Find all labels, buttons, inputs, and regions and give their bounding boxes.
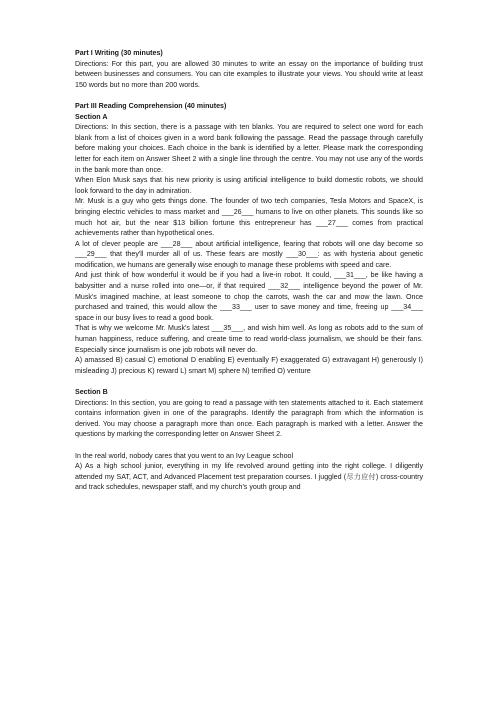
chinese-gloss: 尽力应付 (346, 471, 376, 481)
spacer (75, 440, 423, 451)
passage-title: In the real world, nobody cares that you went to an Ivy League school (75, 451, 294, 460)
passage-paragraph: When Elon Musk says that his new priority is using artificial intelligence to build domestic robots, we should look forward to the day in admiration. (75, 176, 423, 195)
exam-page (75, 48, 423, 493)
section-b-directions: Directions: In this section, you are going to read a passage with ten statements attached to it. Each statement contains information given in one of the paragraphs. Identify the paragraph from which the information is derived. You may choose a paragraph more than once. Each paragraph is marked with a letter. Answer the questions by marking the corresponding letter on Answer Sheet 2. (75, 398, 423, 439)
passage-paragraph: A lot of clever people are ___28___ about artificial intelligence, fearing that robots will one day become so ___29___ that they'll murder all of us. These fears are mostly ___30___: as with hysteria about genetic modification, we humans are generally wise enough to manage these problems with speed and care. (75, 239, 423, 269)
section-a-directions: Directions: In this section, there is a passage with ten blanks. You are required to select one word for each blank from a list of choices given in a word bank following the passage. Read the passage through carefully before making your choices. Each choice in the bank is identified by a letter. Please mark the corresponding letter for each item on Answer Sheet 2 with a single line through the centre. You may not use any of the words in the bank more than once. (75, 123, 423, 174)
part3-heading: Part III Reading Comprehension (40 minutes) (75, 101, 227, 110)
section-a-heading: Section A (75, 112, 108, 121)
part1-heading: Part I Writing (30 minutes) (75, 49, 163, 57)
paragraph-a-text: A) As a high school junior, everything in my life revolved around getting into the right college. I diligently attended my SAT, ACT, and Advanced Placement test preparation courses. I juggled ( (75, 462, 423, 481)
passage-paragraph: And just think of how wonderful it would be if you had a live-in robot. It could, ___31___, be like having a babysitter and a nurse rolled into one—or, if that required ___32___ intelligence beyond the power of Mr. Musk's imagined machine, at least someone to chop the carrots, wash the car and mow the lawn. Once purchased and trained, this would allow the ___33___ user to save money and time, freeing up ___34___ space in our busy lives to read a good book. (75, 271, 423, 322)
passage-paragraph: Mr. Musk is a guy who gets things done. The founder of two tech companies, Tesla Motors and SpaceX, is bringing electric vehicles to mass market and ___26___ humans to live on other planets. This sounds like so much hot air, but the near $13 billion fortune this entrepreneur has ___27___ comes from practical achievements rather than hypothetical ones. (75, 197, 423, 238)
paragraph-a-text-cont: ) cross-country and track schedules, newspaper staff, and my church's youth group and (75, 472, 423, 492)
spacer (75, 90, 423, 101)
word-bank: A) amassed B) casual C) emotional D enabling E) eventually F) exaggerated G) extravagant H) generously I) misleading J) precious K) reward L) smart M) sphere N) terrified O) venture (75, 356, 423, 375)
part1-directions: Directions: For this part, you are allowed 30 minutes to write an essay on the importance of building trust between businesses and consumers. You can cite examples to illustrate your views. You should write at least 150 words but no more than 200 words. (75, 59, 423, 89)
spacer (75, 376, 423, 387)
passage-paragraph: That is why we welcome Mr. Musk's latest ___35___, and wish him well. As long as robots add to the sum of human happiness, reduce suffering, and create time to read world-class journalism, we should be their fans. Especially since journalism is one job robots will never do. (75, 324, 423, 354)
passage-paragraph-a (75, 461, 423, 493)
section-b-heading: Section B (75, 388, 108, 396)
